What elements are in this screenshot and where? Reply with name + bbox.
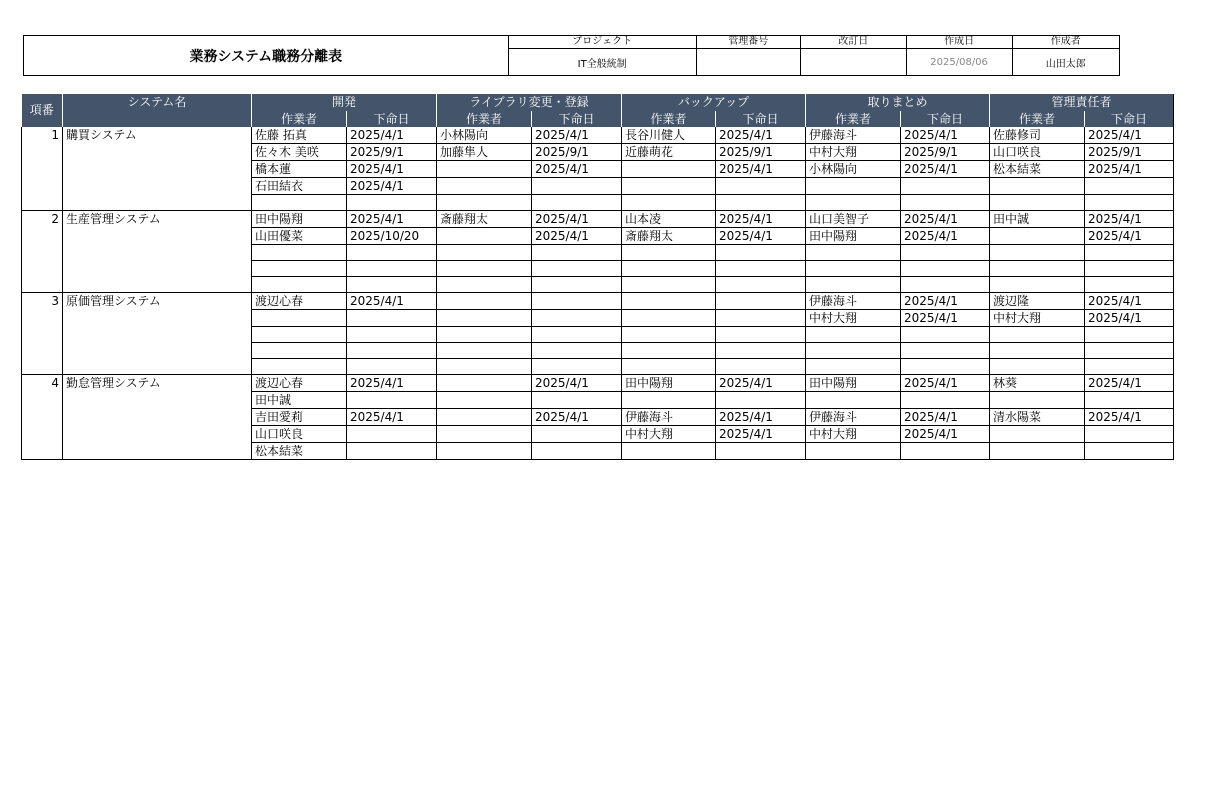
worker-cell[interactable] <box>437 409 532 426</box>
document-header <box>23 35 1120 76</box>
header-group-manager: 管理責任者 <box>990 94 1174 111</box>
worker-cell[interactable]: 長谷川健人 <box>622 127 716 144</box>
worker-cell[interactable] <box>806 245 901 261</box>
worker-cell[interactable]: 山田優菜 <box>252 228 347 245</box>
worker-cell[interactable] <box>437 426 532 443</box>
worker-cell[interactable] <box>252 245 347 261</box>
order-date-cell[interactable] <box>716 245 806 261</box>
header-group-development: 開発 <box>252 94 437 111</box>
worker-cell[interactable] <box>990 426 1085 443</box>
order-date-cell[interactable] <box>716 310 806 327</box>
worker-cell[interactable] <box>622 277 716 293</box>
header-group-library-change: ライブラリ変更・登録 <box>437 94 622 111</box>
order-date-cell[interactable]: 2025/9/1 <box>532 144 622 161</box>
order-date-cell[interactable] <box>716 327 806 343</box>
meta-value-created-date[interactable]: 2025/08/06 <box>906 49 1012 76</box>
worker-cell[interactable] <box>806 277 901 293</box>
worker-cell[interactable] <box>437 178 532 195</box>
worker-cell[interactable] <box>622 293 716 310</box>
order-date-cell[interactable]: 2025/4/1 <box>1085 228 1174 245</box>
worker-cell[interactable]: 佐藤修司 <box>990 127 1085 144</box>
order-date-cell[interactable] <box>901 359 990 375</box>
order-date-cell[interactable] <box>532 426 622 443</box>
worker-cell[interactable] <box>990 327 1085 343</box>
worker-cell[interactable] <box>806 443 901 460</box>
worker-cell[interactable] <box>437 293 532 310</box>
order-date-cell[interactable] <box>347 359 437 375</box>
worker-cell[interactable] <box>252 310 347 327</box>
worker-cell[interactable]: 山本凌 <box>622 211 716 228</box>
meta-header-project: プロジェクト <box>509 36 697 49</box>
order-date-cell[interactable] <box>716 293 806 310</box>
order-date-cell[interactable] <box>1085 245 1174 261</box>
order-date-cell[interactable] <box>532 178 622 195</box>
order-date-cell[interactable]: 2025/4/1 <box>347 375 437 392</box>
order-date-cell[interactable] <box>347 426 437 443</box>
order-date-cell[interactable]: 2025/4/1 <box>1085 127 1174 144</box>
order-date-cell[interactable] <box>347 392 437 409</box>
worker-cell[interactable]: 中村大翔 <box>806 426 901 443</box>
meta-table <box>509 36 1119 75</box>
worker-cell[interactable] <box>252 261 347 277</box>
order-date-cell[interactable] <box>901 178 990 195</box>
order-date-cell[interactable]: 2025/4/1 <box>716 426 806 443</box>
worker-cell[interactable] <box>622 443 716 460</box>
worker-cell[interactable] <box>437 443 532 460</box>
worker-cell[interactable]: 吉田愛莉 <box>252 409 347 426</box>
worker-cell[interactable] <box>437 245 532 261</box>
system-name[interactable]: 生産管理システム <box>63 211 252 293</box>
order-date-cell[interactable]: 2025/9/1 <box>901 144 990 161</box>
worker-cell[interactable] <box>806 178 901 195</box>
order-date-cell[interactable] <box>716 359 806 375</box>
worker-cell[interactable]: 小林陽向 <box>806 161 901 178</box>
order-date-cell[interactable]: 2025/4/1 <box>1085 211 1174 228</box>
worker-cell[interactable] <box>990 228 1085 245</box>
order-date-cell[interactable] <box>716 178 806 195</box>
order-date-cell[interactable] <box>716 261 806 277</box>
duty-segregation-table <box>21 94 1174 460</box>
order-date-cell[interactable]: 2025/4/1 <box>901 127 990 144</box>
order-date-cell[interactable]: 2025/4/1 <box>716 228 806 245</box>
order-date-cell[interactable]: 2025/4/1 <box>901 310 990 327</box>
table-row <box>22 211 1174 228</box>
worker-cell[interactable] <box>622 195 716 211</box>
worker-cell[interactable]: 中村大翔 <box>806 310 901 327</box>
worker-cell[interactable] <box>990 178 1085 195</box>
order-date-cell[interactable]: 2025/4/1 <box>716 161 806 178</box>
order-date-cell[interactable] <box>532 359 622 375</box>
item-number[interactable]: 3 <box>22 293 63 375</box>
order-date-cell[interactable] <box>532 277 622 293</box>
order-date-cell[interactable] <box>532 343 622 359</box>
order-date-cell[interactable] <box>1085 392 1174 409</box>
worker-cell[interactable]: 近藤萌花 <box>622 144 716 161</box>
worker-cell[interactable] <box>252 195 347 211</box>
item-number[interactable]: 1 <box>22 127 63 211</box>
order-date-cell[interactable]: 2025/4/1 <box>1085 310 1174 327</box>
order-date-cell[interactable] <box>347 310 437 327</box>
subheader-worker: 作業者 <box>252 111 347 127</box>
order-date-cell[interactable]: 2025/4/1 <box>901 161 990 178</box>
table-row <box>22 127 1174 144</box>
order-date-cell[interactable] <box>532 245 622 261</box>
header-group-backup: バックアップ <box>622 94 806 111</box>
worker-cell[interactable] <box>622 310 716 327</box>
order-date-cell[interactable] <box>347 327 437 343</box>
order-date-cell[interactable] <box>716 277 806 293</box>
order-date-cell[interactable] <box>901 195 990 211</box>
worker-cell[interactable] <box>990 195 1085 211</box>
order-date-cell[interactable] <box>901 277 990 293</box>
worker-cell[interactable] <box>806 327 901 343</box>
order-date-cell[interactable] <box>1085 443 1174 460</box>
order-date-cell[interactable] <box>1085 261 1174 277</box>
order-date-cell[interactable]: 2025/4/1 <box>1085 375 1174 392</box>
worker-cell[interactable]: 橋本蓮 <box>252 161 347 178</box>
worker-cell[interactable]: 佐々木 美咲 <box>252 144 347 161</box>
worker-cell[interactable]: 田中陽翔 <box>622 375 716 392</box>
meta-header-control-number: 管理番号 <box>696 36 800 49</box>
worker-cell[interactable] <box>437 277 532 293</box>
order-date-cell[interactable] <box>532 443 622 460</box>
order-date-cell[interactable] <box>901 245 990 261</box>
system-name[interactable]: 勤怠管理システム <box>63 375 252 460</box>
subheader-order-date: 下命日 <box>532 111 622 127</box>
worker-cell[interactable] <box>990 443 1085 460</box>
order-date-cell[interactable] <box>347 277 437 293</box>
worker-cell[interactable] <box>990 359 1085 375</box>
order-date-cell[interactable] <box>1085 426 1174 443</box>
meta-value-author[interactable]: 山田太郎 <box>1012 49 1119 76</box>
worker-cell[interactable]: 田中誠 <box>252 392 347 409</box>
order-date-cell[interactable]: 2025/4/1 <box>347 211 437 228</box>
worker-cell[interactable]: 渡辺心春 <box>252 293 347 310</box>
order-date-cell[interactable]: 2025/4/1 <box>716 127 806 144</box>
order-date-cell[interactable]: 2025/4/1 <box>901 409 990 426</box>
order-date-cell[interactable]: 2025/4/1 <box>347 127 437 144</box>
worker-cell[interactable]: 伊藤海斗 <box>622 409 716 426</box>
order-date-cell[interactable] <box>716 343 806 359</box>
worker-cell[interactable] <box>252 359 347 375</box>
worker-cell[interactable]: 山口咲良 <box>252 426 347 443</box>
order-date-cell[interactable]: 2025/4/1 <box>347 293 437 310</box>
order-date-cell[interactable] <box>901 343 990 359</box>
order-date-cell[interactable] <box>347 261 437 277</box>
header-item-no: 項番 <box>22 94 63 127</box>
order-date-cell[interactable] <box>347 343 437 359</box>
order-date-cell[interactable] <box>532 261 622 277</box>
worker-cell[interactable] <box>437 327 532 343</box>
order-date-cell[interactable] <box>901 443 990 460</box>
meta-header-author: 作成者 <box>1012 36 1119 49</box>
worker-cell[interactable]: 石田結衣 <box>252 178 347 195</box>
order-date-cell[interactable] <box>716 195 806 211</box>
order-date-cell[interactable]: 2025/9/1 <box>716 144 806 161</box>
order-date-cell[interactable]: 2025/4/1 <box>901 228 990 245</box>
worker-cell[interactable]: 中村大翔 <box>806 144 901 161</box>
meta-value-project[interactable]: IT全般統制 <box>577 58 627 70</box>
order-date-cell[interactable]: 2025/9/1 <box>347 144 437 161</box>
worker-cell[interactable] <box>437 195 532 211</box>
worker-cell[interactable] <box>806 195 901 211</box>
subheader-order-date: 下命日 <box>716 111 806 127</box>
order-date-cell[interactable]: 2025/4/1 <box>532 409 622 426</box>
subheader-order-date: 下命日 <box>901 111 990 127</box>
document-title: 業務システム職務分離表 <box>24 36 509 75</box>
order-date-cell[interactable] <box>532 195 622 211</box>
order-date-cell[interactable]: 2025/4/1 <box>901 375 990 392</box>
order-date-cell[interactable] <box>901 261 990 277</box>
worker-cell[interactable] <box>437 392 532 409</box>
order-date-cell[interactable]: 2025/10/20 <box>347 228 437 245</box>
subheader-worker: 作業者 <box>437 111 532 127</box>
order-date-cell[interactable] <box>1085 195 1174 211</box>
worker-cell[interactable]: 伊藤海斗 <box>806 127 901 144</box>
worker-cell[interactable]: 田中陽翔 <box>252 211 347 228</box>
order-date-cell[interactable]: 2025/4/1 <box>1085 161 1174 178</box>
worker-cell[interactable]: 伊藤海斗 <box>806 409 901 426</box>
worker-cell[interactable] <box>622 343 716 359</box>
worker-cell[interactable]: 山口美智子 <box>806 211 901 228</box>
subheader-worker: 作業者 <box>622 111 716 127</box>
worker-cell[interactable]: 斎藤翔太 <box>437 211 532 228</box>
worker-cell[interactable]: 小林陽向 <box>437 127 532 144</box>
order-date-cell[interactable]: 2025/4/1 <box>347 409 437 426</box>
order-date-cell[interactable] <box>532 293 622 310</box>
item-number[interactable]: 4 <box>22 375 63 460</box>
worker-cell[interactable] <box>990 343 1085 359</box>
order-date-cell[interactable]: 2025/4/1 <box>347 161 437 178</box>
worker-cell[interactable]: 清水陽菜 <box>990 409 1085 426</box>
header-group-summary: 取りまとめ <box>806 94 990 111</box>
meta-header-revision-date: 改訂日 <box>800 36 906 49</box>
subheader-order-date: 下命日 <box>347 111 437 127</box>
subheader-worker: 作業者 <box>806 111 901 127</box>
worker-cell[interactable] <box>252 277 347 293</box>
worker-cell[interactable] <box>806 343 901 359</box>
order-date-cell[interactable]: 2025/4/1 <box>716 211 806 228</box>
order-date-cell[interactable]: 2025/4/1 <box>716 375 806 392</box>
worker-cell[interactable] <box>990 261 1085 277</box>
order-date-cell[interactable] <box>347 443 437 460</box>
worker-cell[interactable] <box>990 392 1085 409</box>
order-date-cell[interactable]: 2025/9/1 <box>1085 144 1174 161</box>
worker-cell[interactable] <box>437 310 532 327</box>
worker-cell[interactable] <box>806 359 901 375</box>
order-date-cell[interactable]: 2025/4/1 <box>1085 293 1174 310</box>
worker-cell[interactable] <box>437 161 532 178</box>
worker-cell[interactable] <box>437 359 532 375</box>
order-date-cell[interactable]: 2025/4/1 <box>901 293 990 310</box>
order-date-cell[interactable]: 2025/4/1 <box>532 161 622 178</box>
order-date-cell[interactable] <box>1085 178 1174 195</box>
order-date-cell[interactable]: 2025/4/1 <box>347 178 437 195</box>
worker-cell[interactable] <box>252 327 347 343</box>
order-date-cell[interactable] <box>532 327 622 343</box>
worker-cell[interactable]: 渡辺隆 <box>990 293 1085 310</box>
meta-header-created-date: 作成日 <box>906 36 1012 49</box>
order-date-cell[interactable]: 2025/4/1 <box>1085 409 1174 426</box>
worker-cell[interactable]: 佐藤 拓真 <box>252 127 347 144</box>
item-number[interactable]: 2 <box>22 211 63 293</box>
worker-cell[interactable] <box>252 343 347 359</box>
worker-cell[interactable] <box>622 359 716 375</box>
worker-cell[interactable] <box>990 277 1085 293</box>
worker-cell[interactable] <box>437 228 532 245</box>
subheader-worker: 作業者 <box>990 111 1085 127</box>
worker-cell[interactable]: 斎藤翔太 <box>622 228 716 245</box>
table-row <box>22 293 1174 310</box>
order-date-cell[interactable] <box>716 392 806 409</box>
worker-cell[interactable] <box>622 327 716 343</box>
meta-value-control-number[interactable] <box>696 49 800 76</box>
worker-cell[interactable]: 中村大翔 <box>990 310 1085 327</box>
worker-cell[interactable]: 松本結菜 <box>990 161 1085 178</box>
worker-cell[interactable] <box>622 261 716 277</box>
worker-cell[interactable]: 山口咲良 <box>990 144 1085 161</box>
meta-value-revision-date[interactable] <box>800 49 906 76</box>
worker-cell[interactable]: 渡辺心春 <box>252 375 347 392</box>
worker-cell[interactable]: 中村大翔 <box>622 426 716 443</box>
worker-cell[interactable]: 林葵 <box>990 375 1085 392</box>
worker-cell[interactable]: 田中陽翔 <box>806 228 901 245</box>
order-date-cell[interactable]: 2025/4/1 <box>532 228 622 245</box>
worker-cell[interactable] <box>806 261 901 277</box>
order-date-cell[interactable]: 2025/4/1 <box>532 211 622 228</box>
worker-cell[interactable] <box>622 392 716 409</box>
worker-cell[interactable] <box>622 161 716 178</box>
order-date-cell[interactable]: 2025/4/1 <box>901 211 990 228</box>
order-date-cell[interactable]: 2025/4/1 <box>532 375 622 392</box>
order-date-cell[interactable] <box>1085 359 1174 375</box>
order-date-cell[interactable] <box>347 245 437 261</box>
order-date-cell[interactable] <box>347 195 437 211</box>
worker-cell[interactable] <box>990 245 1085 261</box>
order-date-cell[interactable]: 2025/4/1 <box>716 409 806 426</box>
worker-cell[interactable]: 松本結菜 <box>252 443 347 460</box>
worker-cell[interactable] <box>622 178 716 195</box>
system-name[interactable]: 購買システム <box>63 127 252 211</box>
worker-cell[interactable] <box>622 245 716 261</box>
order-date-cell[interactable] <box>901 327 990 343</box>
worker-cell[interactable] <box>806 392 901 409</box>
order-date-cell[interactable] <box>532 392 622 409</box>
worker-cell[interactable] <box>437 343 532 359</box>
order-date-cell[interactable] <box>1085 327 1174 343</box>
system-name[interactable]: 原価管理システム <box>63 293 252 375</box>
order-date-cell[interactable] <box>1085 343 1174 359</box>
worker-cell[interactable]: 田中誠 <box>990 211 1085 228</box>
table-row <box>22 375 1174 392</box>
worker-cell[interactable]: 田中陽翔 <box>806 375 901 392</box>
worker-cell[interactable]: 加藤隼人 <box>437 144 532 161</box>
subheader-order-date: 下命日 <box>1085 111 1174 127</box>
worker-cell[interactable] <box>437 375 532 392</box>
order-date-cell[interactable]: 2025/4/1 <box>901 426 990 443</box>
order-date-cell[interactable] <box>716 443 806 460</box>
order-date-cell[interactable]: 2025/4/1 <box>532 127 622 144</box>
header-system-name: システム名 <box>63 94 252 127</box>
order-date-cell[interactable] <box>532 310 622 327</box>
worker-cell[interactable]: 伊藤海斗 <box>806 293 901 310</box>
worker-cell[interactable] <box>437 261 532 277</box>
order-date-cell[interactable] <box>901 392 990 409</box>
order-date-cell[interactable] <box>1085 277 1174 293</box>
